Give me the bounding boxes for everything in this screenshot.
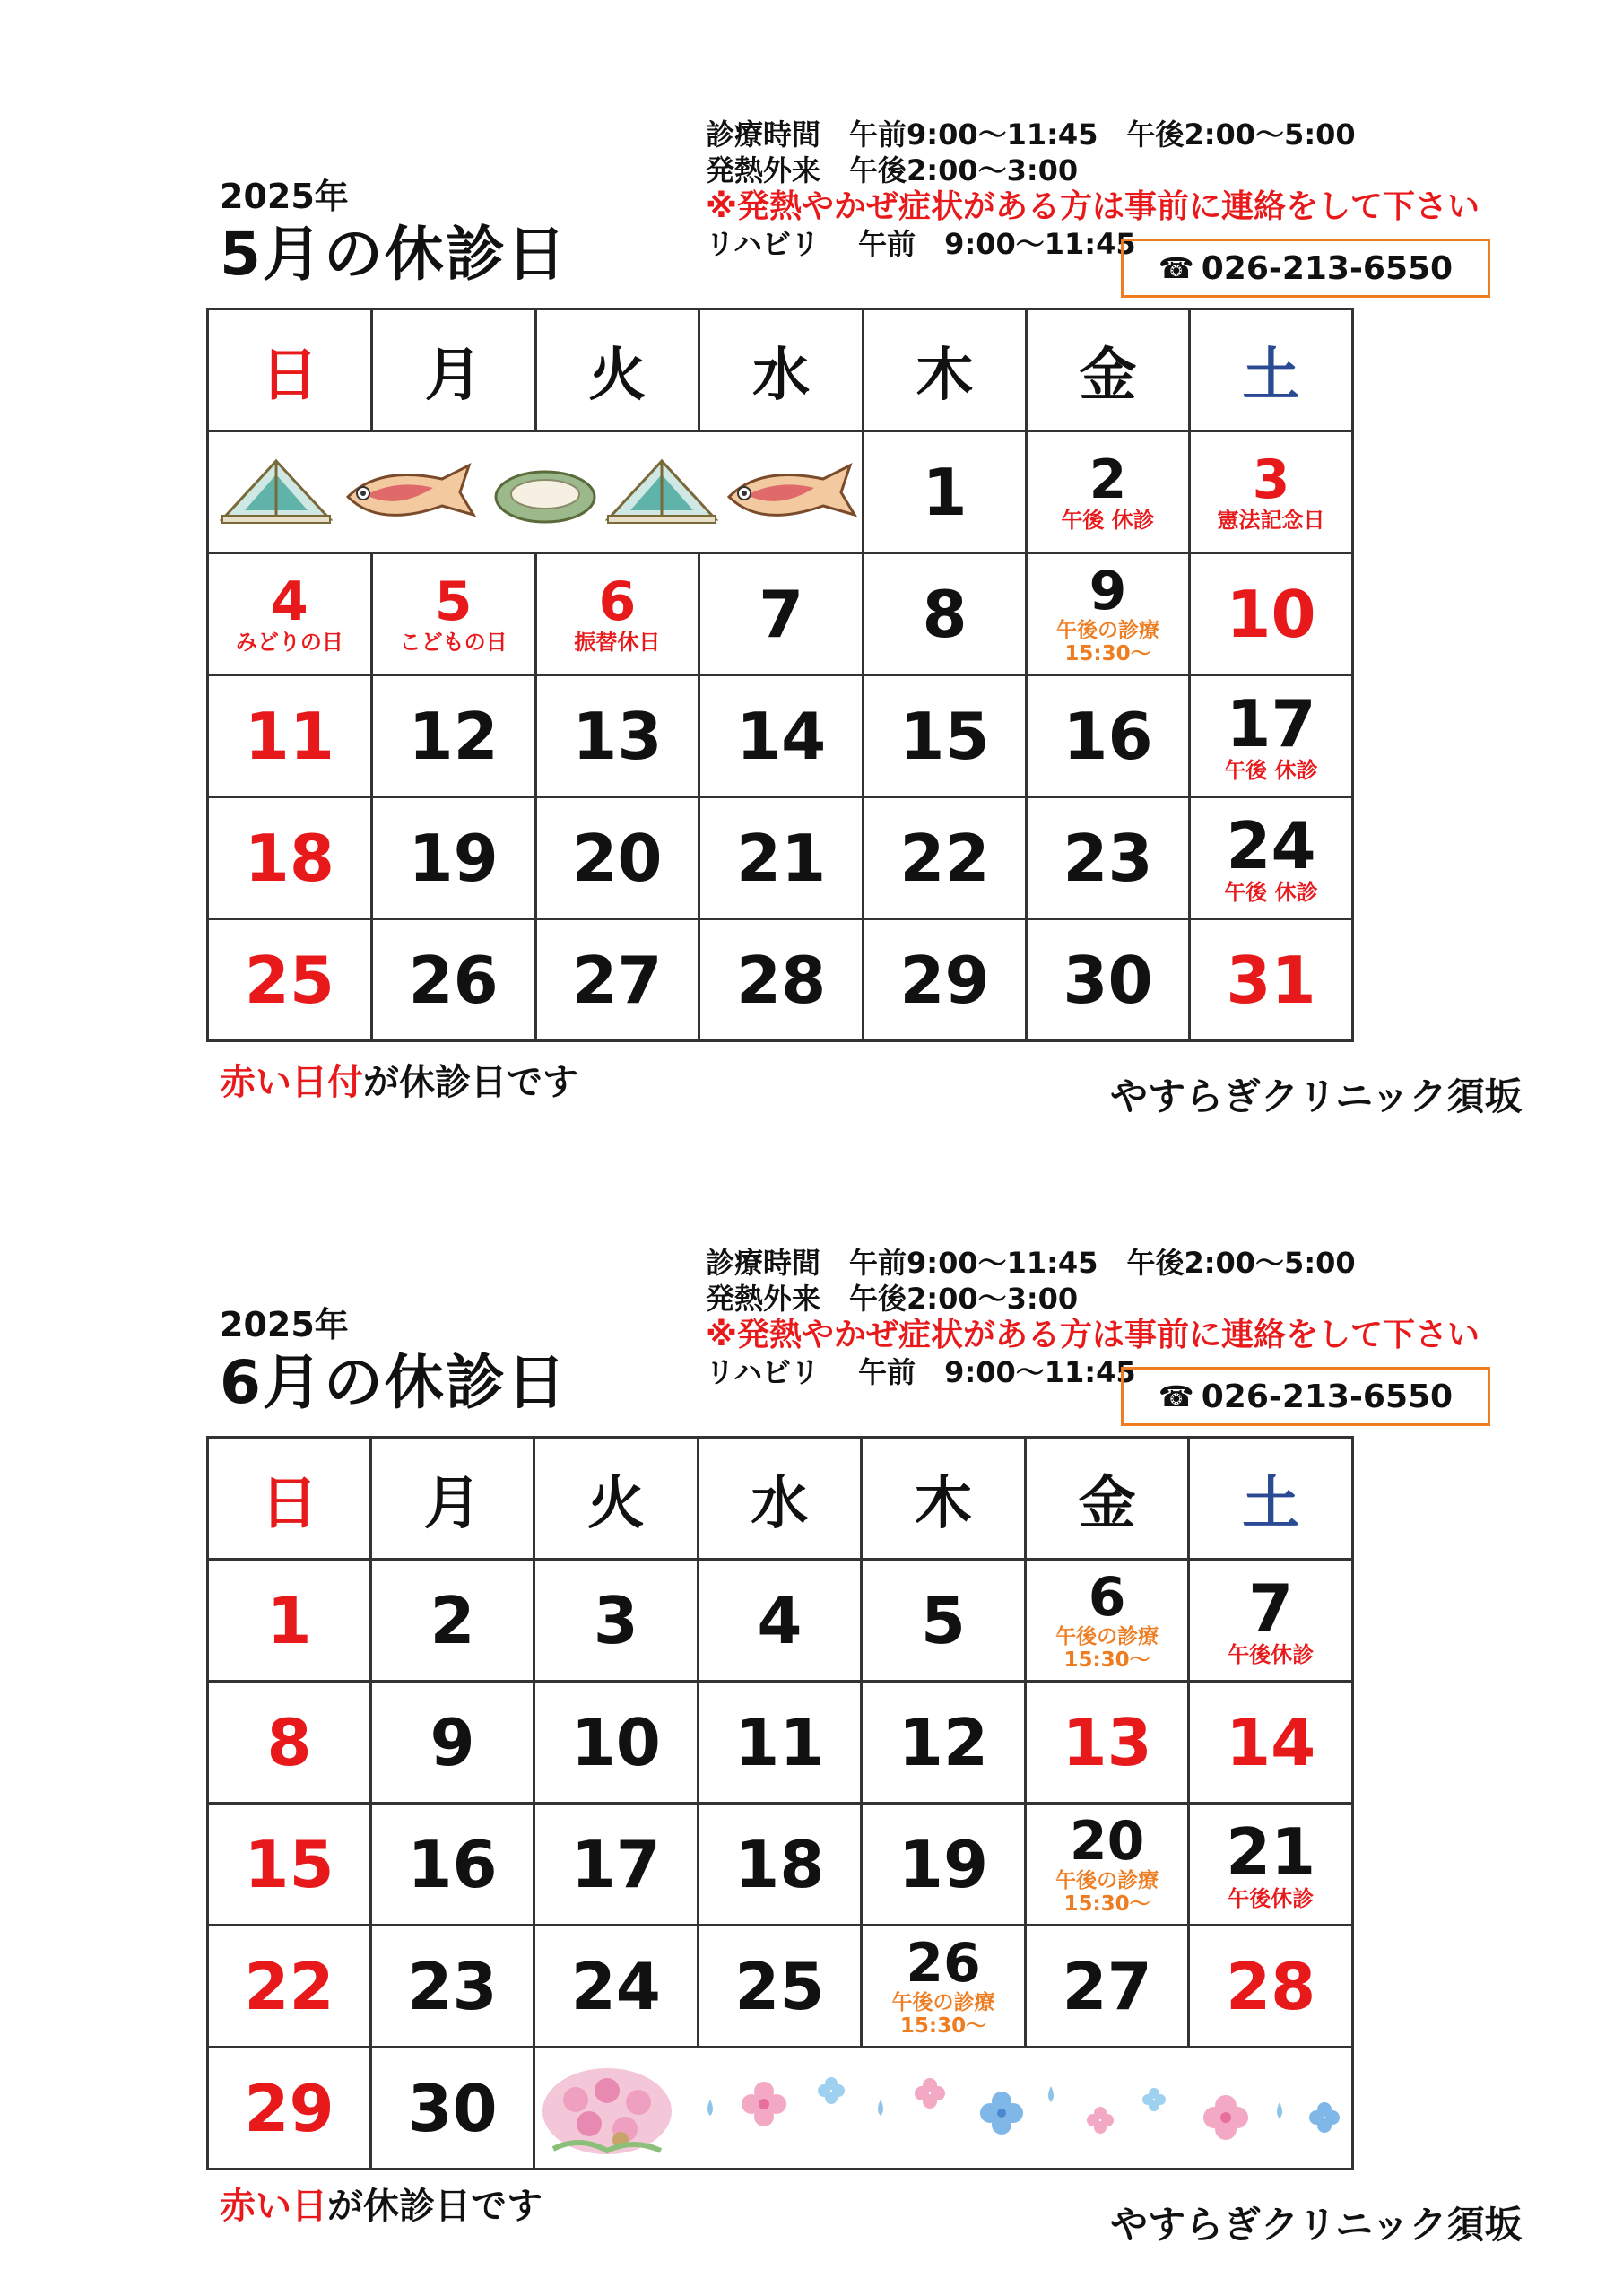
weekday-mon: 月 — [371, 309, 535, 431]
may-calendar-section — [0, 0, 1623, 1130]
day-cell — [534, 1804, 699, 1926]
weekday-thu: 木 — [864, 309, 1027, 431]
day-number: 16 — [407, 1826, 498, 1902]
day-number: 11 — [244, 698, 334, 774]
day-cell — [371, 919, 535, 1041]
year-label: 2025年 — [220, 177, 349, 216]
day-cell — [1025, 1804, 1189, 1926]
day-cell — [1190, 919, 1353, 1041]
day-note: 振替休日 — [574, 629, 661, 655]
day-number: 31 — [1226, 942, 1316, 1018]
day-cell — [1190, 797, 1353, 919]
month-title: 5月の休診日 — [220, 220, 568, 289]
day-cell — [699, 553, 864, 675]
raindrop-icon — [878, 2100, 883, 2116]
day-cell — [699, 919, 864, 1041]
day-cell — [534, 1560, 699, 1682]
calendar-grid — [206, 308, 1354, 1042]
raindrop-icon — [1277, 2102, 1282, 2118]
day-cell — [371, 797, 535, 919]
day-number: 8 — [922, 576, 968, 652]
day-cell — [862, 1804, 1026, 1926]
day-number: 29 — [244, 2070, 334, 2146]
day-note: 午後の診療 — [891, 1990, 995, 2014]
day-number: 26 — [408, 942, 499, 1018]
weekday-sun: 日 — [208, 1438, 371, 1560]
weekday-mon: 月 — [371, 1438, 534, 1560]
weekday-fri: 金 — [1025, 1438, 1189, 1560]
consultation-hours: 診療時間 午前9:00～11:45 午後2:00～5:00 — [706, 1246, 1356, 1280]
legend-text: が休診日です — [327, 2186, 542, 2227]
phone-icon: ☎ — [1158, 1379, 1194, 1413]
day-cell — [208, 797, 372, 919]
day-cell — [371, 2048, 534, 2170]
day-cell — [1189, 1804, 1353, 1926]
day-cell — [1027, 431, 1190, 553]
day-cell — [208, 1682, 371, 1804]
day-cell — [698, 1804, 862, 1926]
legend-red-text: 赤い日 — [220, 2186, 327, 2227]
day-cell — [534, 1926, 699, 2048]
hydrangea-flower-icon — [1087, 2107, 1114, 2134]
day-number: 15 — [244, 1826, 334, 1902]
day-note: 午後 休診 — [1224, 879, 1318, 905]
day-number: 13 — [572, 698, 663, 774]
day-cell — [208, 675, 372, 797]
week-row — [208, 431, 1353, 553]
day-cell — [698, 1682, 862, 1804]
weekday-header-row — [208, 1438, 1353, 1560]
hydrangea-flower-icon — [1309, 2102, 1340, 2133]
day-number: 1 — [922, 454, 968, 530]
month-title: 6月の休診日 — [220, 1348, 568, 1417]
day-number: 2 — [430, 1582, 475, 1658]
week-row — [208, 675, 1353, 797]
day-number: 19 — [898, 1826, 989, 1902]
hydrangea-flower-icon — [1203, 2095, 1248, 2140]
fever-warning: ※発熱やかぜ症状がある方は事前に連絡をして下さい — [706, 1317, 1480, 1353]
day-cell — [864, 675, 1027, 797]
day-cell — [698, 1560, 862, 1682]
day-cell — [1027, 919, 1190, 1041]
fever-warning: ※発熱やかぜ症状がある方は事前に連絡をして下さい — [706, 188, 1480, 225]
day-number: 25 — [734, 1948, 825, 2024]
day-number: 21 — [736, 820, 827, 896]
day-cell — [1190, 431, 1353, 553]
day-cell — [1189, 1682, 1353, 1804]
day-number: 14 — [736, 698, 827, 774]
day-number: 12 — [408, 698, 499, 774]
week-row — [208, 1804, 1353, 1926]
day-note-time: 15:30～ — [1064, 641, 1151, 665]
legend-text: が休診日です — [363, 1062, 578, 1103]
weekday-tue: 火 — [535, 309, 699, 431]
day-cell — [371, 553, 535, 675]
golden-week-decoration — [208, 431, 864, 553]
rehab-hours: リハビリ 午前 9:00～11:45 — [706, 1355, 1136, 1389]
day-number: 10 — [1226, 576, 1316, 652]
day-note: 午後の診療 — [1055, 1868, 1159, 1892]
day-number: 13 — [1062, 1704, 1152, 1780]
day-note-time: 15:30～ — [899, 2013, 987, 2038]
day-cell — [699, 675, 864, 797]
day-cell — [208, 553, 372, 675]
day-number: 18 — [734, 1826, 825, 1902]
hydrangea-flower-icon — [980, 2092, 1023, 2135]
day-cell — [208, 1804, 371, 1926]
day-note: 午後の診療 — [1055, 1624, 1159, 1648]
rainy-season-decoration — [534, 2048, 1353, 2170]
week-row — [208, 1926, 1353, 2048]
day-cell — [371, 1682, 534, 1804]
day-cell — [1027, 675, 1190, 797]
day-number: 2 — [1089, 448, 1127, 511]
day-cell — [371, 675, 535, 797]
day-cell — [208, 2048, 371, 2170]
day-number: 16 — [1063, 698, 1153, 774]
day-number: 5 — [434, 570, 473, 633]
day-number: 28 — [736, 942, 827, 1018]
calendar-grid — [206, 1436, 1354, 2170]
kabuto-helmet-icon — [222, 461, 330, 523]
week-row — [208, 919, 1353, 1041]
day-number: 4 — [757, 1582, 803, 1658]
day-cell — [864, 797, 1027, 919]
day-cell — [1025, 1682, 1189, 1804]
day-number: 7 — [759, 576, 804, 652]
june-calendar-section — [0, 1128, 1623, 2258]
week-row — [208, 553, 1353, 675]
hydrangea-flower-icon — [542, 2068, 672, 2154]
day-cell — [535, 675, 699, 797]
koinobori-carp-icon — [348, 465, 473, 515]
day-number: 9 — [430, 1704, 475, 1780]
day-cell — [862, 1560, 1026, 1682]
legend-red-text: 赤い日付 — [220, 1062, 363, 1103]
phone-box[interactable] — [1121, 239, 1490, 298]
phone-number: 026-213-6550 — [1201, 249, 1454, 287]
day-number: 5 — [920, 1582, 967, 1658]
day-number: 24 — [1226, 807, 1316, 883]
day-note: 午後休診 — [1228, 1885, 1315, 1911]
day-cell — [1025, 1560, 1189, 1682]
day-cell — [208, 919, 372, 1041]
phone-number: 026-213-6550 — [1201, 1378, 1454, 1415]
day-cell — [535, 797, 699, 919]
year-label: 2025年 — [220, 1305, 349, 1344]
day-number: 22 — [899, 820, 990, 896]
day-number: 30 — [1063, 942, 1153, 1018]
weekday-thu: 木 — [862, 1438, 1026, 1560]
day-number: 28 — [1226, 1948, 1316, 2024]
day-note-time: 15:30～ — [1063, 1892, 1150, 1916]
day-cell — [862, 1926, 1026, 2048]
weekday-tue: 火 — [534, 1438, 699, 1560]
fever-clinic-hours: 発熱外来 午後2:00～3:00 — [706, 1282, 1079, 1316]
hydrangea-flower-icon — [915, 2078, 945, 2109]
day-number: 7 — [1248, 1570, 1294, 1646]
day-note: 午後の診療 — [1056, 618, 1159, 642]
day-number: 4 — [271, 570, 308, 633]
day-cell — [535, 919, 699, 1041]
clinic-name: やすらぎクリニック須坂 — [1110, 2203, 1523, 2247]
kashiwa-mochi-icon — [496, 472, 595, 522]
day-number: 1 — [266, 1582, 312, 1658]
day-cell — [1027, 797, 1190, 919]
day-note: 午後 休診 — [1224, 757, 1318, 783]
day-cell — [864, 431, 1027, 553]
day-number: 25 — [244, 942, 334, 1018]
day-cell — [208, 1926, 371, 2048]
decoration-illustration — [535, 2050, 1351, 2167]
weekday-wed: 水 — [698, 1438, 862, 1560]
phone-box[interactable] — [1121, 1367, 1490, 1426]
day-number: 8 — [266, 1704, 312, 1780]
day-number: 14 — [1226, 1704, 1316, 1780]
day-note: 午後休診 — [1228, 1641, 1315, 1667]
rehab-hours: リハビリ 午前 9:00～11:45 — [706, 227, 1136, 261]
day-cell — [371, 1804, 534, 1926]
day-cell — [208, 1560, 371, 1682]
day-cell — [1189, 1926, 1353, 2048]
phone-icon: ☎ — [1158, 251, 1194, 285]
day-cell — [534, 1682, 699, 1804]
day-number: 29 — [899, 942, 990, 1018]
weekday-fri: 金 — [1027, 309, 1190, 431]
day-number: 24 — [570, 1948, 661, 2024]
day-number: 30 — [407, 2070, 498, 2146]
weekday-sat: 土 — [1189, 1438, 1353, 1560]
day-cell — [1190, 675, 1353, 797]
hydrangea-flower-icon — [1142, 2088, 1166, 2111]
day-number: 20 — [1069, 1809, 1145, 1873]
day-number: 18 — [244, 820, 334, 896]
day-number: 22 — [244, 1948, 334, 2024]
day-number: 6 — [598, 570, 637, 633]
hydrangea-flower-icon — [742, 2082, 786, 2126]
day-number: 23 — [1063, 820, 1153, 896]
day-number: 15 — [899, 698, 990, 774]
fever-clinic-hours: 発熱外来 午後2:00～3:00 — [706, 153, 1079, 187]
day-cell — [1027, 553, 1190, 675]
day-note: 午後 休診 — [1061, 507, 1155, 533]
day-number: 3 — [1252, 448, 1290, 511]
clinic-name: やすらぎクリニック須坂 — [1110, 1074, 1523, 1118]
decoration-illustration — [209, 434, 862, 551]
day-cell — [1025, 1926, 1189, 2048]
day-note-time: 15:30～ — [1063, 1648, 1150, 1672]
day-note: こどもの日 — [399, 629, 508, 655]
day-note: 憲法記念日 — [1217, 507, 1325, 533]
day-number: 17 — [1226, 685, 1316, 761]
day-number: 20 — [572, 820, 663, 896]
weekday-sat: 土 — [1190, 309, 1353, 431]
koinobori-carp-icon — [729, 465, 855, 515]
day-number: 21 — [1226, 1813, 1316, 1890]
weekday-header-row — [208, 309, 1353, 431]
hydrangea-flower-icon — [818, 2077, 845, 2104]
week-row — [208, 797, 1353, 919]
raindrop-icon — [707, 2100, 713, 2116]
day-number: 27 — [1062, 1948, 1152, 2024]
day-cell — [864, 919, 1027, 1041]
weekday-sun: 日 — [208, 309, 372, 431]
day-cell — [699, 797, 864, 919]
day-cell — [535, 553, 699, 675]
day-number: 27 — [572, 942, 663, 1018]
day-cell — [1189, 1560, 1353, 1682]
day-cell — [698, 1926, 862, 2048]
day-cell — [1190, 553, 1353, 675]
week-row — [208, 2048, 1353, 2170]
day-number: 10 — [570, 1704, 661, 1780]
day-number: 17 — [570, 1826, 661, 1902]
day-cell — [862, 1682, 1026, 1804]
day-cell — [371, 1926, 534, 2048]
legend-note — [220, 1054, 578, 1105]
day-number: 19 — [408, 820, 499, 896]
day-number: 12 — [898, 1704, 989, 1780]
day-cell — [371, 1560, 534, 1682]
raindrop-icon — [1048, 2086, 1054, 2102]
day-number: 26 — [906, 1931, 981, 1995]
week-row — [208, 1682, 1353, 1804]
kabuto-helmet-icon — [608, 461, 716, 523]
week-row — [208, 1560, 1353, 1682]
day-cell — [864, 553, 1027, 675]
legend-note — [220, 2178, 542, 2229]
weekday-wed: 水 — [699, 309, 864, 431]
day-number: 11 — [734, 1704, 825, 1780]
day-number: 23 — [407, 1948, 498, 2024]
day-number: 9 — [1089, 559, 1127, 622]
day-note: みどりの日 — [235, 629, 343, 655]
day-number: 6 — [1088, 1565, 1126, 1629]
consultation-hours: 診療時間 午前9:00～11:45 午後2:00～5:00 — [706, 117, 1356, 152]
day-number: 3 — [593, 1582, 638, 1658]
